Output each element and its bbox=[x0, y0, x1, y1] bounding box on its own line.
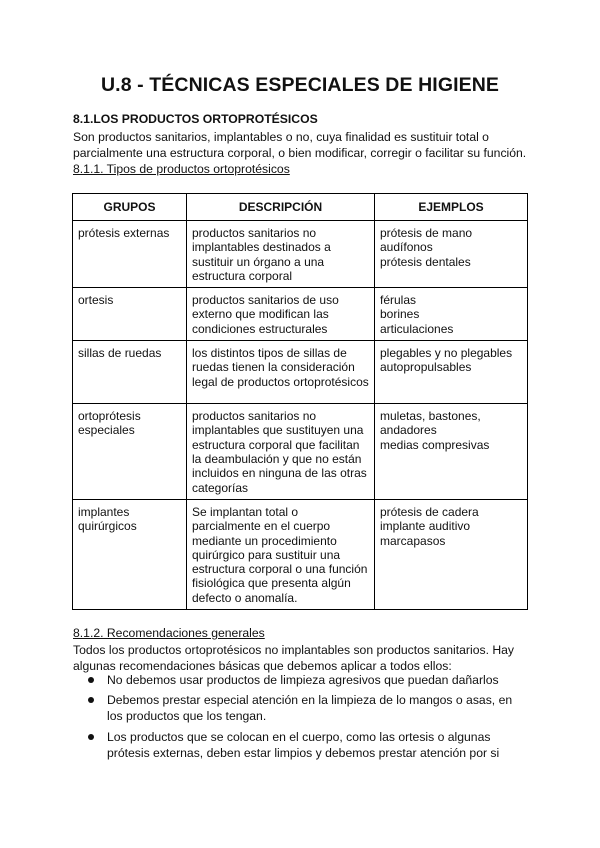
example-item: prótesis de cadera bbox=[380, 504, 479, 519]
products-table bbox=[72, 193, 528, 610]
cell-description: los distintos tipos de sillas de ruedas tienen la consideración legal de productos ortoprotésicos bbox=[187, 341, 375, 404]
table-header-row bbox=[73, 194, 528, 221]
recommendations-paragraph: Todos los productos ortoprotésicos no implantables son productos sanitarios. Hay algunas recomendaciones básicas que debemos aplicar a todos ellos: bbox=[73, 643, 515, 674]
cell-group: sillas de ruedas bbox=[73, 341, 187, 404]
table-row bbox=[73, 404, 528, 500]
bullet-icon bbox=[88, 697, 94, 703]
cell-description: Se implantan total o parcialmente en el cuerpo mediante un procedimiento quirúrgico para sustituir una estructura corporal o una función fisiológica que presenta algún defecto o anomalía. bbox=[187, 499, 375, 609]
list-item bbox=[73, 692, 528, 724]
example-item: férulas bbox=[380, 293, 417, 308]
cell-examples bbox=[375, 404, 528, 500]
example-item: borines bbox=[380, 307, 420, 322]
table-row bbox=[73, 499, 528, 609]
cell-group: ortoprótesis especiales bbox=[73, 404, 187, 500]
subsection-heading-types: 8.1.1. Tipos de productos ortoprotésicos bbox=[73, 162, 290, 176]
cell-group: implantes quirúrgicos bbox=[73, 499, 187, 609]
list-item bbox=[73, 729, 528, 761]
list-item-text: Los productos que se colocan en el cuerpo, como las ortesis o algunas prótesis externas, deben estar limpios y debemos prestar atención por si bbox=[107, 729, 500, 760]
table-row bbox=[73, 221, 528, 288]
cell-examples bbox=[375, 499, 528, 609]
header-grupos: GRUPOS bbox=[73, 194, 187, 221]
intro-paragraph: Son productos sanitarios, implantables o no, cuya finalidad es sustituir total o parcialmente una estructura corporal, o bien modificar, corregir o facilitar su función. bbox=[73, 130, 527, 161]
cell-group: prótesis externas bbox=[73, 221, 187, 288]
page-title: U.8 - TÉCNICAS ESPECIALES DE HIGIENE bbox=[101, 74, 499, 96]
example-item: articulaciones bbox=[380, 321, 454, 336]
table-row bbox=[73, 288, 528, 341]
cell-description: productos sanitarios no implantables destinados a sustituir un órgano a una estructura corporal bbox=[187, 221, 375, 288]
example-item: medias compresivas bbox=[380, 437, 490, 452]
example-item: autopropulsables bbox=[380, 360, 472, 375]
cell-description: productos sanitarios no implantables que sustituyen una estructura corporal que facilitan la deambulación y que no están incluidos en ninguna de las otras categorías bbox=[187, 404, 375, 500]
cell-examples bbox=[375, 341, 528, 404]
section-heading: 8.1.LOS PRODUCTOS ORTOPROTÉSICOS bbox=[73, 112, 318, 126]
cell-examples bbox=[375, 221, 528, 288]
example-item: audífonos bbox=[380, 240, 433, 255]
example-item: implante auditivo bbox=[380, 519, 471, 534]
header-descripcion: DESCRIPCIÓN bbox=[187, 194, 375, 221]
bullet-icon bbox=[88, 734, 94, 740]
example-item: prótesis de mano bbox=[380, 226, 473, 240]
header-ejemplos: EJEMPLOS bbox=[375, 194, 528, 221]
bullet-icon bbox=[88, 677, 94, 683]
list-item-text: Debemos prestar especial atención en la limpieza de lo mangos o asas, en los productos que los tengan. bbox=[107, 693, 513, 724]
example-item: prótesis dentales bbox=[380, 254, 471, 269]
list-item bbox=[73, 672, 528, 688]
recommendations-list bbox=[73, 672, 528, 765]
list-item-text: No debemos usar productos de limpieza agresivos que puedan dañarlos bbox=[107, 673, 499, 687]
example-item: marcapasos bbox=[380, 533, 446, 548]
subsection-heading-recommendations: 8.1.2. Recomendaciones generales bbox=[73, 626, 265, 640]
example-item: muletas, bastones, andadores bbox=[380, 409, 481, 438]
cell-group: ortesis bbox=[73, 288, 187, 341]
example-item: plegables y no plegables bbox=[380, 346, 513, 361]
table-row bbox=[73, 341, 528, 404]
cell-description: productos sanitarios de uso externo que modifican las condiciones estructurales bbox=[187, 288, 375, 341]
cell-examples bbox=[375, 288, 528, 341]
